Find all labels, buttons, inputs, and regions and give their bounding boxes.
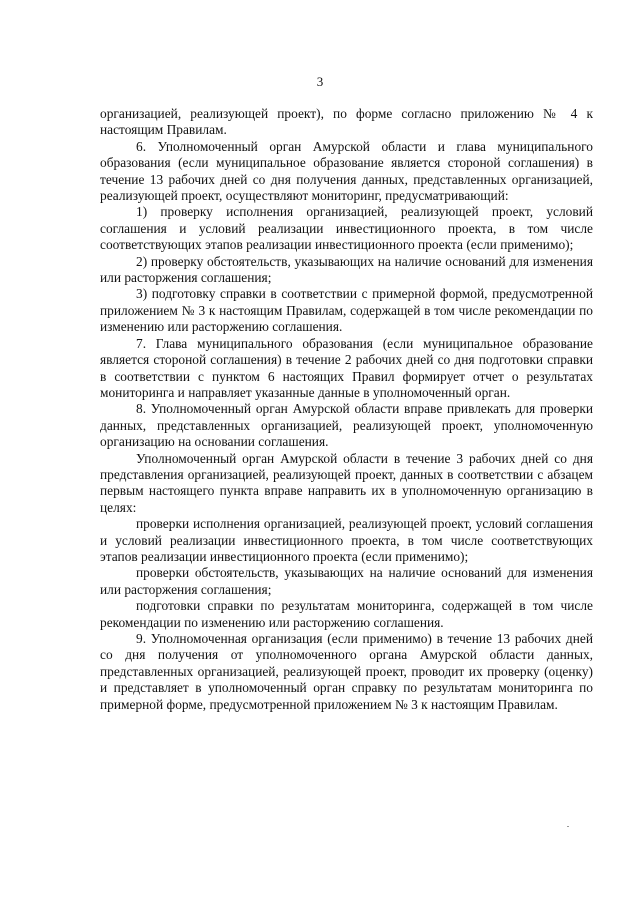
paragraph-purpose-3: подготовки справки по результатам мониторинга, содержащей в том числе рекомендации по изменению или расторжению соглашения.	[100, 598, 593, 630]
paragraph-item-9: 9. Уполномоченная организация (если применимо) в течение 13 рабочих дней со дня получения от уполномоченного органа Амурской области данных, представленных организацией, реализующей проект, проводит их проверку (оценку) и представляет в уполномоченный орган справку по результатам мониторинга по примерной форме, предусмотренной приложением № 3 к настоящим Правилам.	[100, 631, 593, 712]
paragraph-subitem-2: 2) проверку обстоятельств, указывающих на наличие оснований для изменения или расторжения соглашения;	[100, 253, 593, 286]
paragraph-continuation: организацией, реализующей проект), по форме согласно приложению № 4 к настоящим Правилам.	[100, 106, 593, 138]
paragraph-purpose-1: проверки исполнения организацией, реализующей проект, условий соглашения и условий реализации инвестиционного проекта, в том числе соответствующих этапов реализации инвестиционного проекта (если применимо);	[100, 516, 593, 564]
document-body	[100, 106, 593, 713]
paragraph-purpose-2: проверки обстоятельств, указывающих на наличие оснований для изменения или расторжения соглашения;	[100, 565, 593, 597]
paragraph-item-8-part-2: Уполномоченный орган Амурской области в течение 3 рабочих дней со дня представления организацией, реализующей проект, данных в соответствии с абзацем первым настоящего пункта вправе направить их в уполномоченную организацию в целях:	[100, 450, 593, 515]
paragraph-subitem-3: 3) подготовку справки в соответствии с примерной формой, предусмотренной приложением № 3 к настоящим Правилам, содержащей в том числе рекомендации по изменению или расторжению соглашения.	[100, 286, 593, 335]
paragraph-item-7: 7. Глава муниципального образования (если муниципальное образование является стороной соглашения) в течение 2 рабочих дней со дня подготовки справки в соответствии с пунктом 6 настоящих Правил формирует отчет о результатах мониторинга и направляет указанные данные в уполномоченный орган.	[100, 335, 593, 400]
scan-speck	[567, 826, 569, 827]
paragraph-item-6: 6. Уполномоченный орган Амурской области и глава муниципального образования (если муниципальное образование является стороной соглашения) в течение 13 рабочих дней со дня получения данных, представленных организацией, реализующей проект, осуществляют мониторинг, предусматривающий:	[100, 138, 593, 204]
paragraph-subitem-1: 1) проверку исполнения организацией, реализующей проект, условий соглашения и условий реализации инвестиционного проекта, в том числе соответствующих этапов реализации инвестиционного проекта (если применимо);	[100, 204, 593, 253]
paragraph-item-8: 8. Уполномоченный орган Амурской области вправе привлекать для проверки данных, представленных организацией, реализующей проект, уполномоченную организацию на основании соглашения.	[100, 401, 593, 450]
page-number: 3	[316, 74, 324, 89]
